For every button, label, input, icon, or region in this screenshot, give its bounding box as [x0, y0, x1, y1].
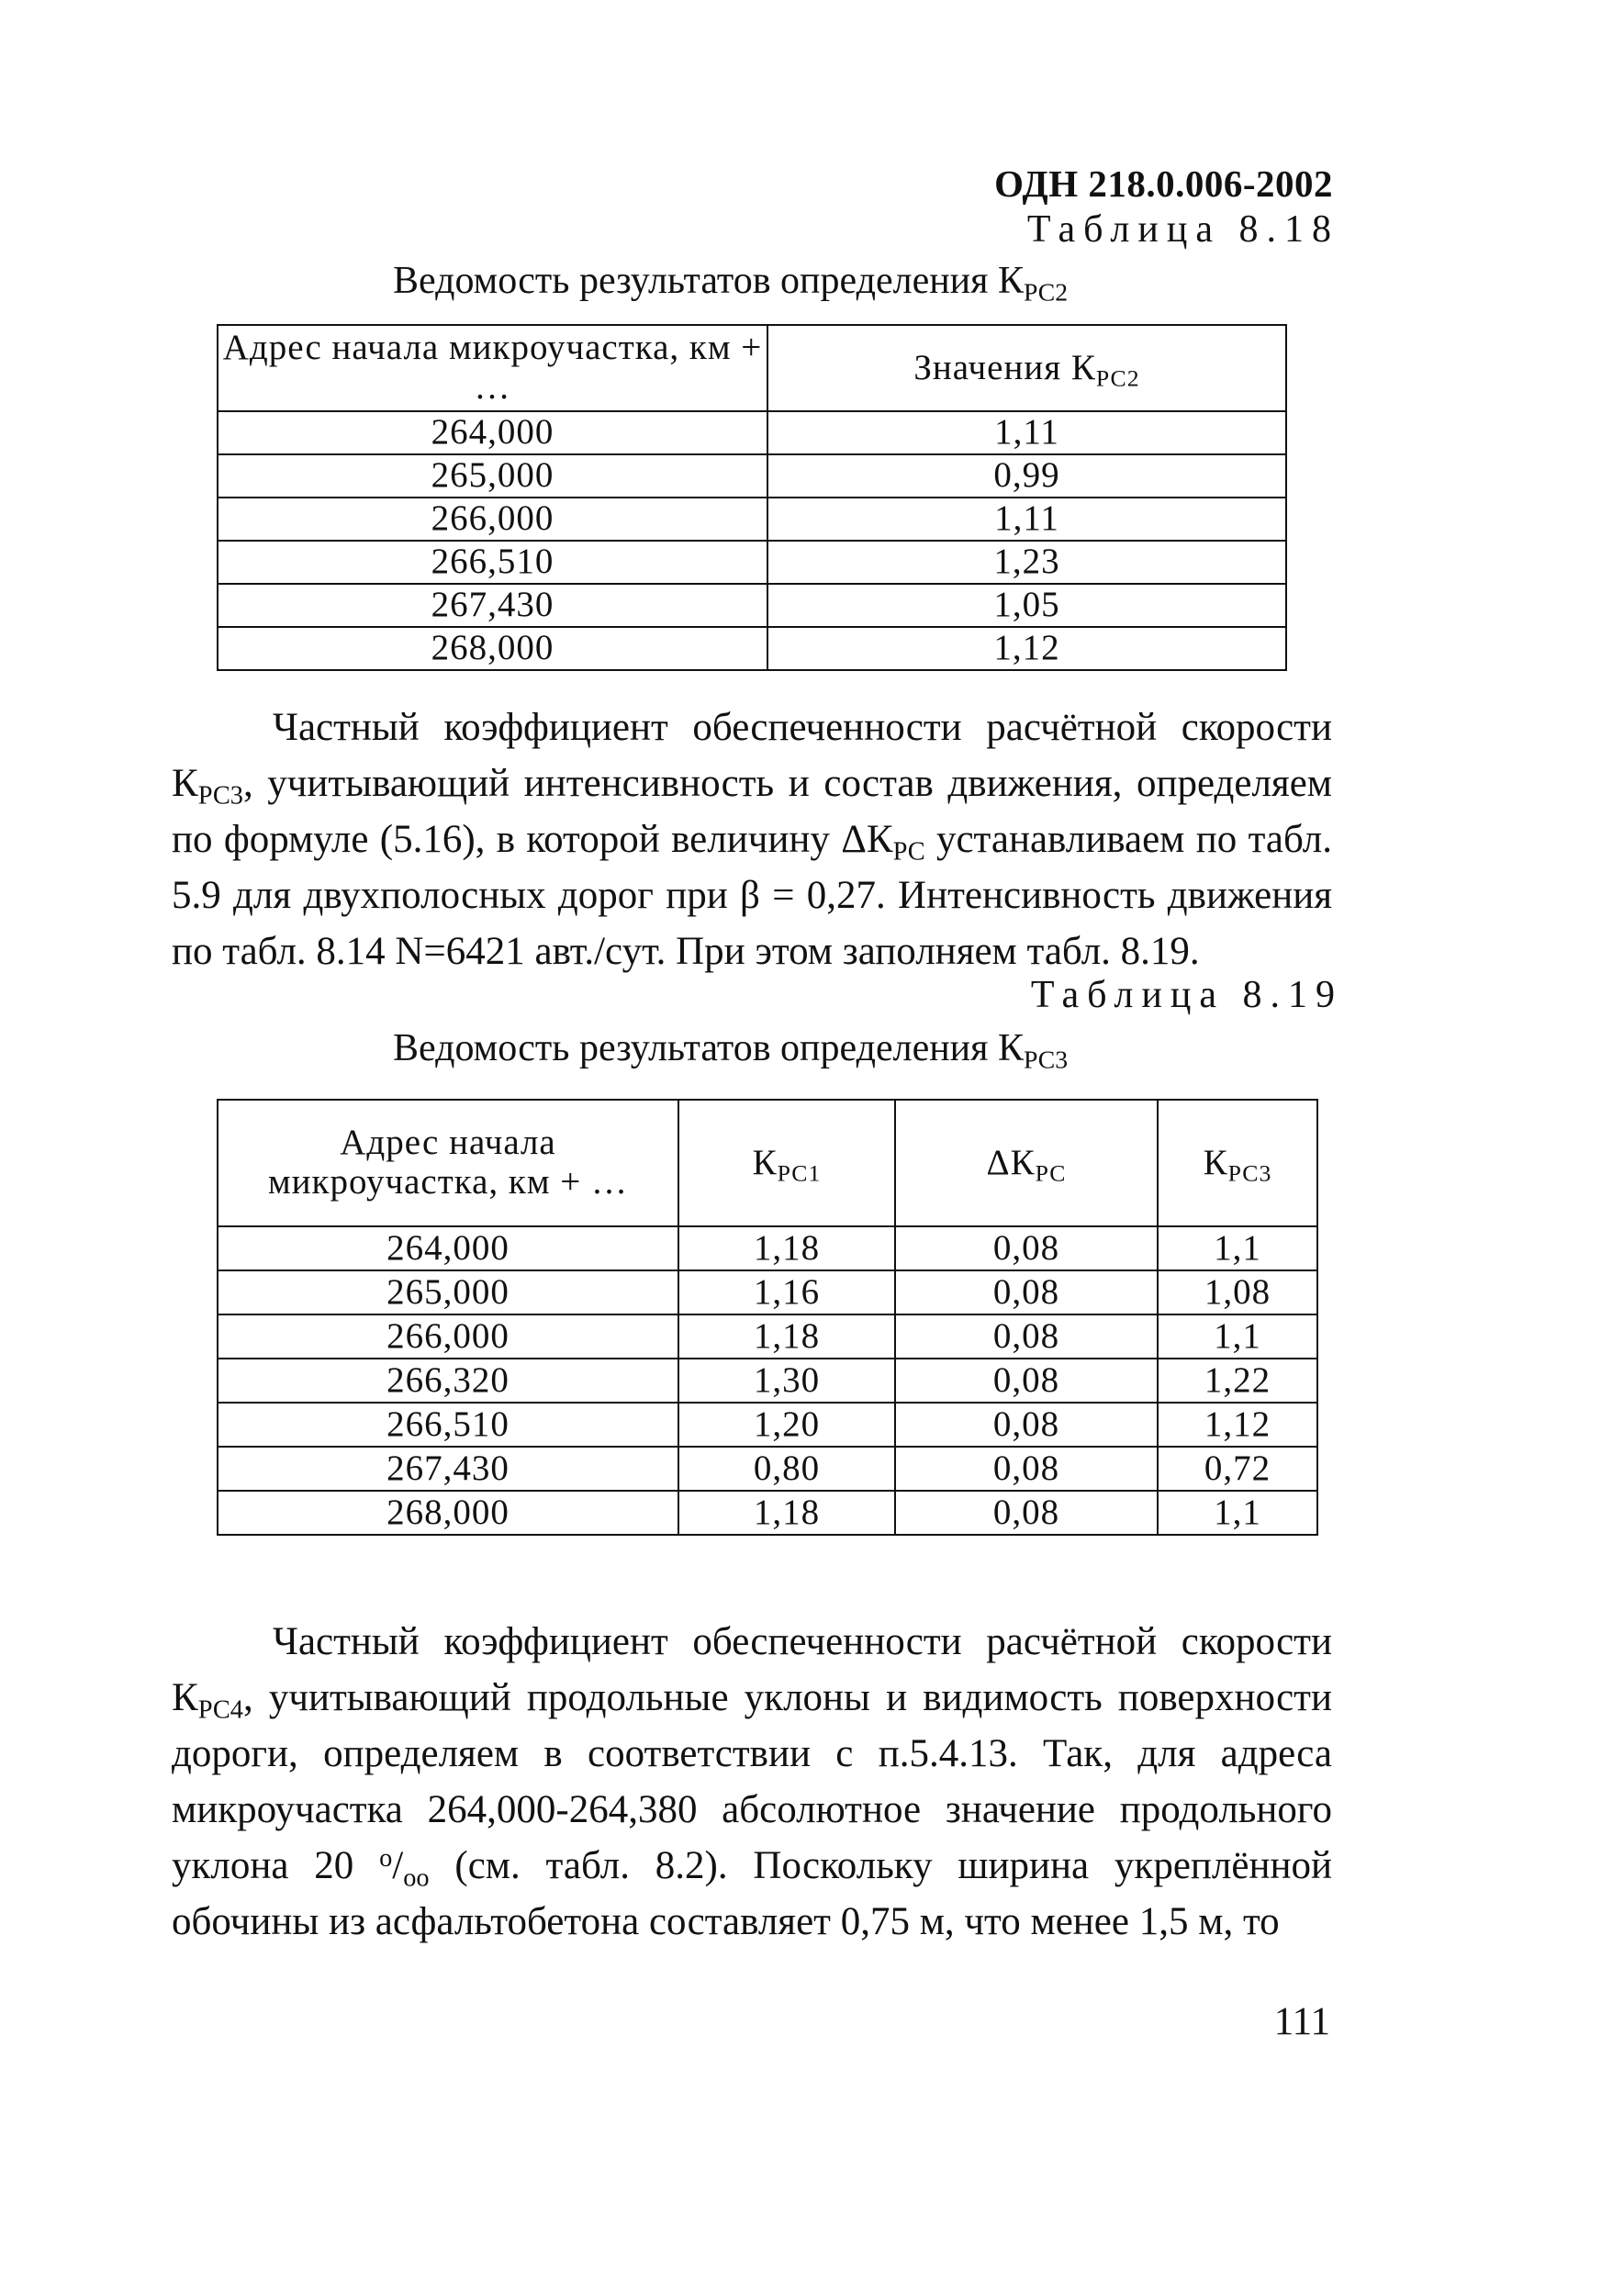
table-row	[218, 454, 1286, 498]
cell-dk: 0,08	[895, 1447, 1158, 1491]
cell-address: 268,000	[218, 627, 767, 670]
cell-address: 266,510	[218, 1403, 678, 1447]
cell-k3: 1,1	[1158, 1491, 1317, 1535]
cell-value: 1,23	[767, 541, 1286, 584]
cell-k1: 1,20	[678, 1403, 895, 1447]
table-8-19-label: Таблица 8.19	[1030, 974, 1343, 1016]
table-8-19	[217, 1099, 1318, 1536]
table-8-19-title: Ведомость результатов определения $К_{РС3}$	[393, 1027, 1069, 1074]
cell-dk: 0,08	[895, 1359, 1158, 1403]
cell-address: 264,000	[218, 1226, 678, 1270]
cell-address: 267,430	[218, 584, 767, 627]
table-row	[218, 1491, 1317, 1535]
cell-value: 1,11	[767, 498, 1286, 541]
cell-k1: 1,18	[678, 1491, 895, 1535]
table-row	[218, 584, 1286, 627]
col-header-address: Адрес начала микроучастка, км + …	[218, 1100, 678, 1226]
table-row	[218, 1314, 1317, 1359]
cell-k3: 0,72	[1158, 1447, 1317, 1491]
paragraph-krs4-description: Частный коэффициент обеспеченности расчётной скорости $К_{РС4}$, учитывающий продольные уклоны и видимость поверхности дороги, определяем в соответствии с п.5.4.13. Так, для адреса микроучастка 264,000-264,380 абсолютное значение продольного уклона 20 $^о/_{оо}$ (см. табл. 8.2). Поскольку ширина укреплённой обочины из асфальтобетона составляет 0,75 м, что менее 1,5 м, то	[172, 1620, 1332, 1943]
cell-k3: 1,08	[1158, 1270, 1317, 1314]
col-header-krs2: Значения $К_{РС2}$	[767, 325, 1286, 411]
cell-k1: 0,80	[678, 1447, 895, 1491]
cell-dk: 0,08	[895, 1403, 1158, 1447]
paragraph-krs3-description: Частный коэффициент обеспеченности расчётной скорости $К_{РС3}$, учитывающий интенсивность и состав движения, определяем по формуле (5.16), в которой величину $\Delta К_{РС}$ устанавливаем по табл. 5.9 для двухполосных дорог при β = 0,27. Интенсивность движения по табл. 8.14 N=6421 авт./сут. При этом заполняем табл. 8.19.	[172, 706, 1332, 973]
cell-k1: 1,30	[678, 1359, 895, 1403]
cell-k3: 1,1	[1158, 1226, 1317, 1270]
table-row	[218, 1226, 1317, 1270]
cell-value: 1,05	[767, 584, 1286, 627]
table-row	[218, 498, 1286, 541]
table-8-18	[217, 324, 1287, 671]
cell-value: 0,99	[767, 454, 1286, 498]
cell-address: 267,430	[218, 1447, 678, 1491]
document-code: ОДН 218.0.006-2002	[994, 162, 1333, 205]
cell-dk: 0,08	[895, 1226, 1158, 1270]
cell-dk: 0,08	[895, 1314, 1158, 1359]
table-row	[218, 411, 1286, 454]
table-8-18-label: Таблица 8.18	[1026, 208, 1339, 251]
cell-value: 1,11	[767, 411, 1286, 454]
cell-address: 266,510	[218, 541, 767, 584]
col-header-delta-krs: $\Delta К_{РС}$	[895, 1100, 1158, 1226]
cell-k3: 1,22	[1158, 1359, 1317, 1403]
cell-address: 266,000	[218, 1314, 678, 1359]
cell-address: 266,000	[218, 498, 767, 541]
table-row	[218, 1270, 1317, 1314]
cell-address: 264,000	[218, 411, 767, 454]
table-row	[218, 1359, 1317, 1403]
cell-address: 265,000	[218, 1270, 678, 1314]
cell-k1: 1,18	[678, 1226, 895, 1270]
table-row	[218, 541, 1286, 584]
col-header-krs3: $К_{РС3}$	[1158, 1100, 1317, 1226]
table-header-row	[218, 325, 1286, 411]
table-row	[218, 1447, 1317, 1491]
cell-k3: 1,12	[1158, 1403, 1317, 1447]
col-header-address: Адрес начала микроучастка, км + …	[218, 325, 767, 411]
cell-k1: 1,16	[678, 1270, 895, 1314]
table-8-18-title: Ведомость результатов определения $К_{РС2}$	[393, 260, 1069, 307]
table-header-row	[218, 1100, 1317, 1226]
cell-value: 1,12	[767, 627, 1286, 670]
cell-dk: 0,08	[895, 1270, 1158, 1314]
cell-k1: 1,18	[678, 1314, 895, 1359]
cell-address: 266,320	[218, 1359, 678, 1403]
cell-address: 268,000	[218, 1491, 678, 1535]
cell-k3: 1,1	[1158, 1314, 1317, 1359]
table-row	[218, 1403, 1317, 1447]
page-number: 111	[1273, 2000, 1330, 2043]
col-header-krs1: $К_{РС1}$	[678, 1100, 895, 1226]
cell-address: 265,000	[218, 454, 767, 498]
cell-dk: 0,08	[895, 1491, 1158, 1535]
table-row	[218, 627, 1286, 670]
